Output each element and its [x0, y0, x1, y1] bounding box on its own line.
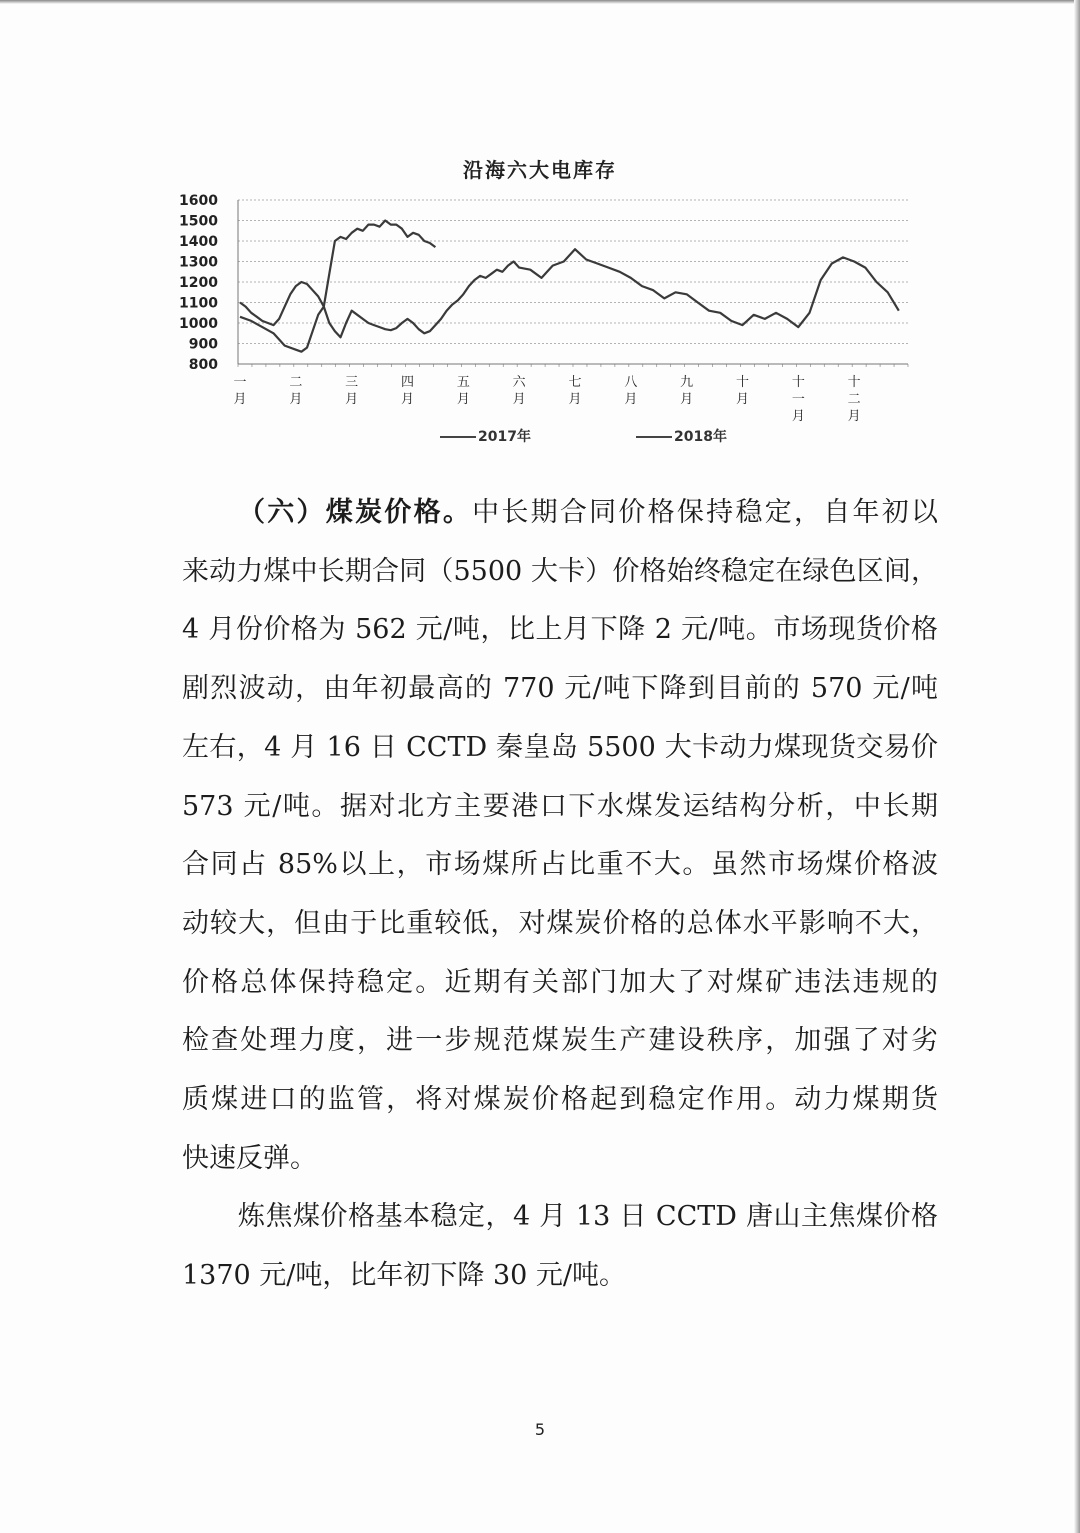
text-line: （六）煤炭价格。中长期合同价格保持稳定，自年初以 [238, 497, 939, 528]
legend-label-2018: 2018年 [674, 429, 727, 445]
text-line: 价格总体保持稳定。近期有关部门加大了对煤矿违法违规的 [182, 966, 938, 998]
chart-x-axis [233, 364, 908, 424]
text-line: 质煤进口的监管，将对煤炭价格起到稳定作用。动力煤期货 [182, 1084, 938, 1116]
y-tick-label: 1100 [179, 295, 218, 312]
x-tick-label: 一 [791, 392, 805, 407]
y-tick-label: 1200 [179, 275, 218, 291]
text-line: 4 月份价格为 562 元/吨，比上月下降 2 元/吨。市场现货价格 [182, 614, 938, 646]
text-line: 来动力煤中长期合同（5500 大卡）价格始终稳定在绿色区间， [182, 555, 938, 587]
x-tick-label: 二 [289, 375, 303, 390]
paragraph-coking-coal [182, 1188, 938, 1305]
chart-gridlines [238, 200, 908, 344]
text-line: 快速反弹。 [182, 1142, 317, 1174]
y-tick-label: 1300 [179, 254, 218, 271]
x-tick-label: 一 [233, 375, 247, 390]
chart-title: 沿海六大电库存 [463, 158, 617, 182]
x-tick-label: 七 [568, 375, 582, 390]
series-line-2017年 [240, 249, 899, 337]
chart-series [240, 221, 899, 352]
x-tick-label: 月 [456, 392, 470, 407]
x-tick-label: 月 [624, 392, 638, 407]
text-line: 573 元/吨。据对北方主要港口下水煤发运结构分析，中长期 [182, 790, 938, 822]
y-tick-label: 1400 [179, 234, 218, 250]
body-text [182, 484, 938, 1306]
x-tick-label: 月 [233, 392, 247, 407]
x-tick-label: 月 [289, 392, 303, 407]
chart-legend [0, 426, 1080, 450]
chart-y-axis [179, 193, 238, 373]
paragraph-coal-price [182, 484, 938, 1188]
x-tick-label: 二 [847, 392, 861, 407]
text-line: 检查处理力度，进一步规范煤炭生产建设秩序，加强了对劣 [182, 1025, 938, 1057]
x-tick-label: 十 [847, 375, 861, 390]
x-tick-label: 月 [847, 409, 861, 424]
text-line: 左右，4 月 16 日 CCTD 秦皇岛 5500 大卡动力煤现货交易价 [182, 731, 938, 763]
x-tick-label: 四 [400, 375, 415, 390]
text-line: 炼焦煤价格基本稳定，4 月 13 日 CCTD 唐山主焦煤价格 [238, 1201, 938, 1233]
legend-label-2017: 2017年 [478, 429, 531, 445]
x-tick-label: 月 [791, 409, 805, 424]
x-tick-label: 八 [624, 375, 638, 390]
x-tick-label: 月 [400, 392, 415, 407]
scan-edge-top [0, 0, 1080, 4]
section-heading: （六）煤炭价格。 [238, 497, 473, 528]
y-tick-label: 900 [188, 336, 218, 353]
x-tick-label: 月 [512, 392, 526, 407]
x-tick-label: 月 [568, 392, 582, 407]
x-tick-label: 九 [680, 375, 694, 390]
text-line: 剧烈波动，由年初最高的 770 元/吨下降到目前的 570 元/吨 [182, 673, 938, 705]
y-tick-label: 800 [188, 357, 218, 373]
x-tick-label: 十 [791, 375, 805, 390]
legend-item-2018 [636, 426, 727, 446]
x-tick-label: 月 [345, 392, 359, 407]
x-tick-label: 月 [680, 392, 694, 407]
legend-swatch [636, 436, 672, 438]
x-tick-label: 十 [735, 375, 750, 390]
series-line-2018年 [240, 221, 435, 352]
page-number: 5 [534, 1420, 546, 1439]
y-tick-label: 1000 [179, 316, 218, 332]
x-tick-label: 五 [456, 375, 470, 390]
legend-swatch [440, 436, 476, 438]
text-line: 合同占 85%以上，市场煤所占比重不大。虽然市场煤价格波 [182, 849, 938, 881]
legend-item-2017 [440, 426, 531, 446]
text-line: 1370 元/吨，比年初下降 30 元/吨。 [182, 1260, 627, 1292]
y-tick-label: 1500 [179, 213, 218, 230]
scan-edge-right [1074, 0, 1080, 1533]
x-tick-label: 三 [345, 375, 359, 390]
text-line: 动较大，但由于比重较低，对煤炭价格的总体水平影响不大， [182, 907, 938, 939]
x-tick-label: 六 [512, 375, 526, 390]
x-tick-label: 月 [735, 392, 750, 407]
y-tick-label: 1600 [179, 193, 218, 209]
inventory-line-chart [170, 184, 930, 424]
